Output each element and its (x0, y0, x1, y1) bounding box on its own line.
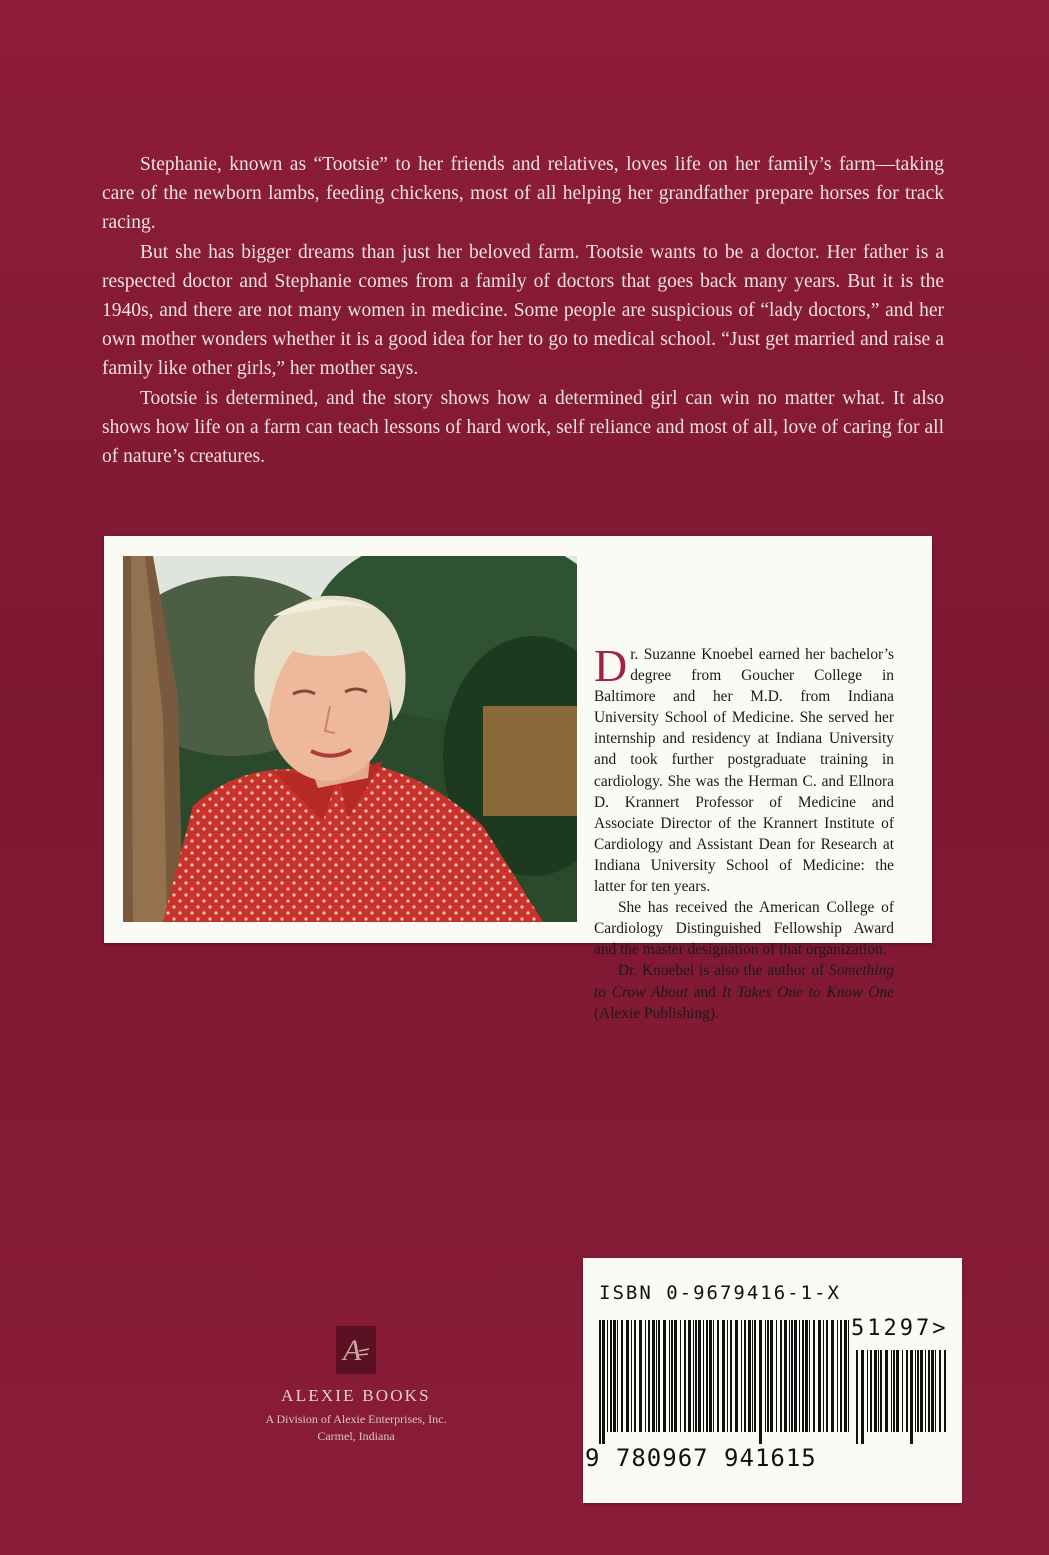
barcode-bar (717, 1320, 719, 1432)
bio-third-and: and (693, 983, 716, 1001)
barcode-bar (748, 1320, 751, 1432)
barcode-bar (861, 1350, 864, 1444)
book-title: Something to Crow About (594, 962, 894, 1001)
barcode-bar (813, 1320, 815, 1432)
bio-third-suffix: (Alexie Publishing). (594, 1004, 719, 1022)
barcode-bar (809, 1320, 810, 1432)
barcode-bar (794, 1320, 797, 1432)
bio-paragraph: She has received the American College of Cardiology Distinguished Fellowship Award and the master designation of that organization. (594, 899, 894, 959)
barcode-bar (928, 1350, 930, 1432)
blurb-paragraph: Stephanie, known as “Tootsie” to her friends and relatives, loves life on her family’s farm—taking care of the newborn lambs, feeding chickens, most of all helping her grandfather prepare horses for track racing. (102, 154, 944, 234)
barcode-bar (944, 1350, 946, 1432)
barcode-bar (669, 1320, 670, 1432)
barcode-bar (826, 1320, 828, 1432)
barcode-bar (878, 1350, 879, 1432)
barcode-bar (931, 1350, 934, 1432)
barcode-bar (703, 1320, 704, 1432)
barcode-bar (693, 1320, 694, 1432)
bio-paragraph (594, 960, 894, 1023)
barcode-bar (767, 1320, 769, 1432)
barcode-bar (713, 1320, 714, 1432)
barcode-bar (818, 1320, 821, 1432)
barcode-bar (639, 1320, 642, 1432)
blurb-paragraph: But she has bigger dreams than just her beloved farm. Tootsie wants to be a doctor. Her father is a respected doctor and Stephanie comes from a family of doctors that goes back many years. But it is the 1940s, and there are not many women in medicine. Some people are suspicious of “lady doctors,” and her own mother wonders whether it is a good idea for her to go to medical school. “Just get married and raise a family like other girls,” her mother says. (102, 241, 944, 380)
barcode-bar (780, 1320, 782, 1432)
barcode-bar (935, 1350, 936, 1432)
barcode-bar (735, 1320, 738, 1432)
barcode-bar (910, 1350, 913, 1444)
barcode-bar (906, 1350, 908, 1432)
barcode-bar (837, 1320, 838, 1432)
barcode-bar (754, 1320, 756, 1432)
barcode-bar (727, 1320, 728, 1432)
blurb-paragraph: Tootsie is determined, and the story shows how a determined girl can win no matter what. It also shows how life on a farm can teach lessons of hard work, self reliance and most of all, love of caring for all of nature’s creatures. (102, 387, 944, 468)
barcode-bar (680, 1320, 681, 1432)
barcode-bar (695, 1320, 697, 1432)
barcode-bar (776, 1320, 777, 1432)
barcode-bar (599, 1320, 601, 1444)
barcode-bar (823, 1320, 824, 1432)
barcode-bar (631, 1320, 632, 1432)
barcode-bar (770, 1320, 773, 1432)
barcode-bar (626, 1320, 629, 1432)
addon-digits: 51297> (851, 1316, 949, 1341)
barcode-bar (752, 1320, 753, 1432)
barcode-bar (684, 1320, 686, 1432)
barcode-bar (674, 1320, 677, 1432)
book-title: It Takes One to Know One (721, 983, 894, 1001)
barcode-bar (939, 1350, 941, 1432)
barcode-bar (840, 1320, 842, 1432)
barcode-bar (925, 1350, 926, 1432)
publisher-name: ALEXIE BOOKS (281, 1386, 431, 1405)
barcode-bar (874, 1350, 877, 1432)
barcode-bar (917, 1350, 919, 1432)
publisher-logo (211, 1326, 501, 1444)
author-bio (594, 640, 894, 1024)
barcode-box (583, 1258, 962, 1503)
barcode-bar (880, 1350, 882, 1432)
isbn-label: ISBN 0-9679416-1-X (599, 1282, 841, 1304)
barcode-bar (656, 1320, 657, 1432)
author-card (104, 536, 932, 1022)
barcode-bar (902, 1350, 903, 1432)
barcode-bar (658, 1320, 660, 1432)
logo-letter: A (343, 1334, 362, 1367)
barcode-bar (607, 1320, 608, 1432)
barcode-bar (891, 1350, 892, 1432)
ean-barcode (599, 1320, 849, 1444)
author-portrait-illustration (123, 556, 577, 922)
barcode-bar (709, 1320, 712, 1432)
barcode-bar (789, 1320, 790, 1432)
barcode-bar (698, 1320, 701, 1432)
barcode-bar (663, 1320, 666, 1432)
barcode-bar (634, 1320, 636, 1432)
barcode-bar (648, 1320, 650, 1432)
barcode-bar (791, 1320, 793, 1432)
barcode-bar (652, 1320, 655, 1432)
bio-first-text: r. Suzanne Knoebel earned her bachelor’s degree from Goucher College in Baltimore and her M.D. from Indiana University School of Medicine. She served her internship and residency at Indiana University and took further postgraduate training in cardiology. She was the Herman C. and Ellnora D. Krannert Professor of Medicine and Associate Director of the Krannert Institute of Cardiology and Assistant Dean for Research at Indiana University School of Medicine: the latter for ten years. (594, 646, 894, 896)
dropcap: D (594, 640, 628, 691)
barcode-bar (896, 1350, 899, 1432)
barcode-bar (802, 1320, 804, 1432)
barcode-bar (805, 1320, 808, 1432)
barcode-bar (617, 1320, 618, 1432)
bio-paragraph (594, 640, 894, 897)
barcode-bar (915, 1350, 916, 1432)
barcode-bar (613, 1320, 616, 1432)
publisher-logo-icon (336, 1326, 376, 1374)
barcode-bar (602, 1320, 605, 1444)
barcode-bar (867, 1350, 868, 1432)
barcode-bar (893, 1350, 895, 1432)
barcode-bar (688, 1320, 691, 1432)
barcode-bar (722, 1320, 725, 1432)
barcode-bar (784, 1320, 787, 1432)
ean-digits: 9 780967 941615 (585, 1444, 817, 1472)
bio-third-prefix: Dr. Knoebel is also the author of (618, 962, 825, 980)
author-photo (123, 556, 577, 922)
barcode-bar (856, 1350, 858, 1444)
barcode-bar (885, 1350, 888, 1432)
barcode-bar (744, 1320, 746, 1432)
addon-barcode (856, 1350, 946, 1444)
barcode-bar (844, 1320, 847, 1432)
cover-blurb (102, 150, 944, 471)
barcode-bar (610, 1320, 612, 1432)
barcode-bar (920, 1350, 923, 1432)
barcode-bar (831, 1320, 834, 1432)
publisher-division: A Division of Alexie Enterprises, Inc. (265, 1412, 447, 1426)
barcode-bar (706, 1320, 708, 1432)
barcode-bar (621, 1320, 623, 1432)
barcode-bar (671, 1320, 673, 1432)
barcode-bar (741, 1320, 742, 1432)
barcode-bar (759, 1320, 762, 1444)
barcode-bar (645, 1320, 646, 1432)
barcode-bar (765, 1320, 766, 1432)
publisher-location: Carmel, Indiana (317, 1429, 395, 1443)
barcode-bar (730, 1320, 732, 1432)
barcode-bar (870, 1350, 872, 1432)
barcode-bar (799, 1320, 800, 1432)
barcode-bar (848, 1320, 849, 1432)
